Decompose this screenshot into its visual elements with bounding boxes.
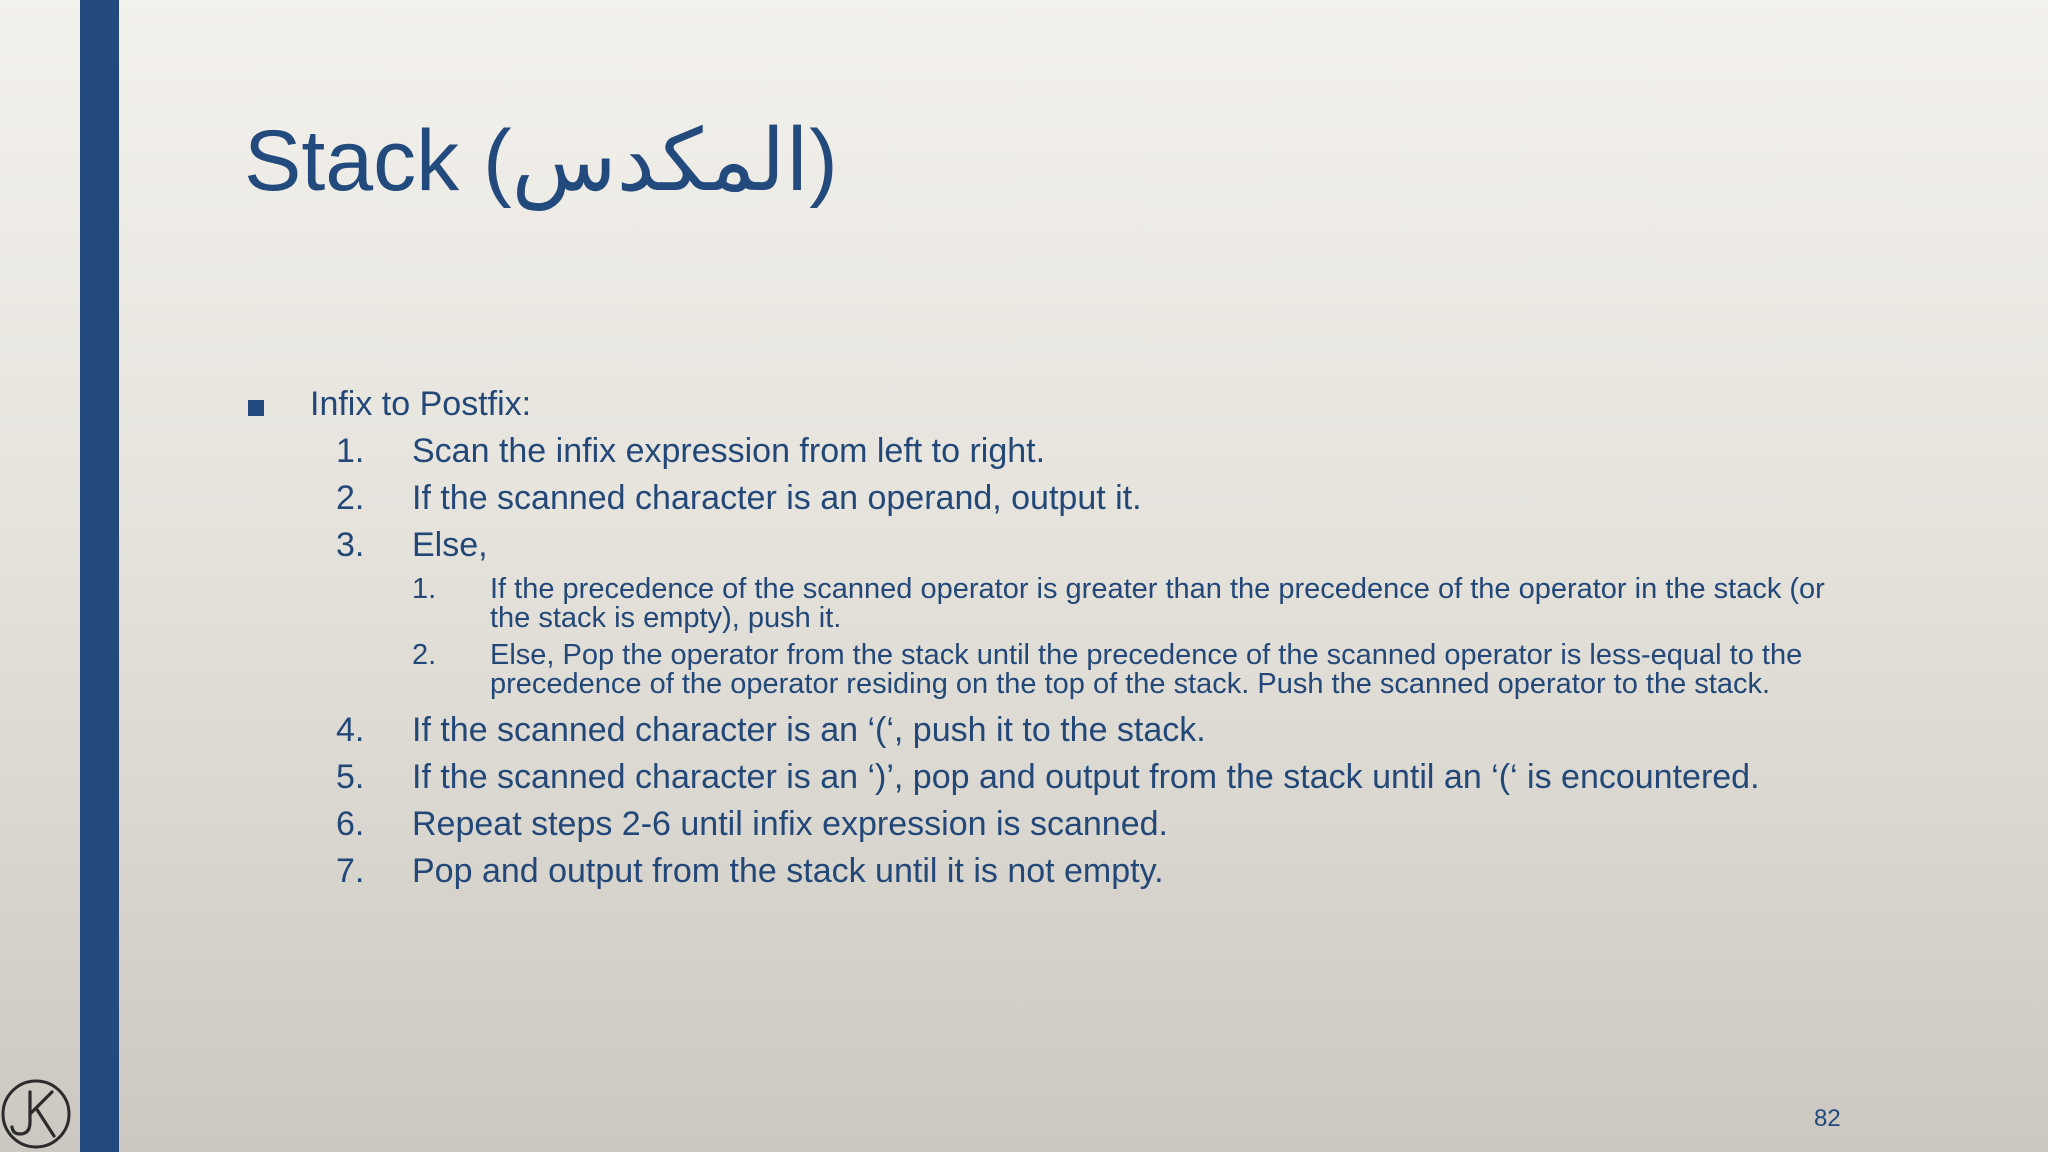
substep-number: 1. bbox=[412, 573, 437, 605]
jk-monogram-icon bbox=[0, 1078, 72, 1150]
square-bullet-icon bbox=[248, 400, 264, 416]
step-number: 4. bbox=[336, 711, 365, 749]
step-item bbox=[244, 522, 1844, 569]
step-text: If the scanned character is an ‘(‘, push it to the stack. bbox=[412, 711, 1206, 749]
step-number: 7. bbox=[336, 852, 365, 890]
accent-bar bbox=[80, 0, 119, 1152]
step-number: 6. bbox=[336, 805, 365, 843]
substep-text: If the precedence of the scanned operator is greater than the precedence of the operator in the stack (or the stack is empty), push it. bbox=[490, 573, 1825, 634]
step-item bbox=[244, 848, 1844, 895]
step-number: 3. bbox=[336, 526, 365, 564]
slide-content bbox=[244, 380, 1844, 895]
substep-item bbox=[244, 575, 1844, 633]
step-text: Else, bbox=[412, 526, 488, 564]
step-number: 5. bbox=[336, 758, 365, 796]
bullet-item bbox=[244, 380, 1844, 428]
page-number: 82 bbox=[1814, 1105, 1841, 1132]
step-text: Scan the infix expression from left to right. bbox=[412, 432, 1046, 470]
substep-item bbox=[244, 641, 1844, 699]
step-item bbox=[244, 428, 1844, 475]
step-item bbox=[244, 475, 1844, 522]
step-item bbox=[244, 707, 1844, 754]
step-text: If the scanned character is an operand, output it. bbox=[412, 479, 1142, 517]
step-number: 1. bbox=[336, 432, 365, 470]
step-number: 2. bbox=[336, 479, 365, 517]
step-text: Repeat steps 2-6 until infix expression is scanned. bbox=[412, 805, 1168, 843]
slide-title: Stack (المكدس) bbox=[244, 113, 838, 209]
substep-text: Else, Pop the operator from the stack until the precedence of the scanned operator is less-equal to the precedence of the operator residing on the top of the stack. Push the scanned operator to the stack. bbox=[490, 639, 1803, 700]
substep-number: 2. bbox=[412, 639, 437, 671]
step-item bbox=[244, 754, 1844, 801]
bullet-text: Infix to Postfix: bbox=[310, 385, 532, 423]
step-text: Pop and output from the stack until it is not empty. bbox=[412, 852, 1164, 890]
step-item bbox=[244, 801, 1844, 848]
step-text: If the scanned character is an ‘)’, pop and output from the stack until an ‘(‘ is encountered. bbox=[412, 758, 1760, 796]
